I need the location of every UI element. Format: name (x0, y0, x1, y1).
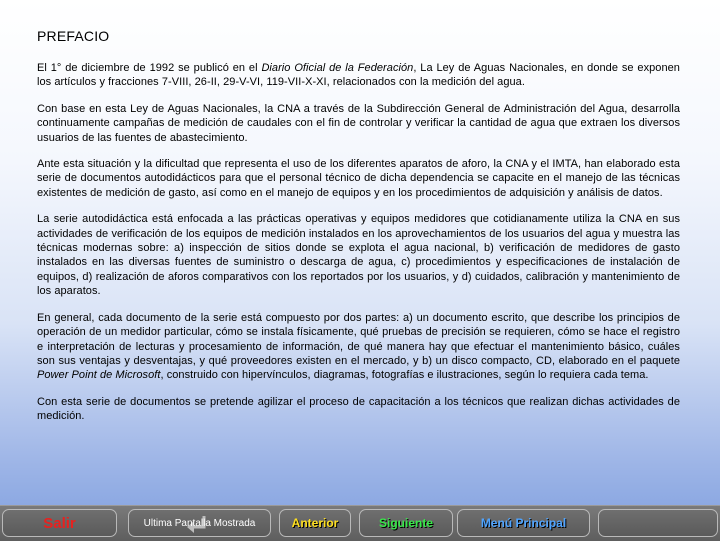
previous-button-label: Anterior (291, 516, 339, 530)
next-button-label: Siguiente (378, 516, 433, 530)
last-screen-button-label: Ultima Pantalla Mostrada (143, 517, 256, 529)
paragraph-2: Con base en esta Ley de Aguas Nacionales, la CNA a través de la Subdirección General de Administración del Agua, desarrolla continuamente campañas de medición de caudales con el fin de controlar y verificar la cantidad de agua que extraen los diversos usuarios de las fuentes de abastecimiento. (37, 102, 680, 144)
paragraph-4: La serie autodidáctica está enfocada a las prácticas operativas y equipos medidores que cotidianamente utiliza la CNA en sus actividades de verificación de los equipos de medición instalados en los aprovechamientos de los usuarios del agua y muestra las técnicas modernas sobre: a) inspección de sitios donde se explota el agua nacional, b) verificación de medidores de gasto instalados en las diversas fuentes de suministro o descarga de agua, c) procedimientos y especificaciones de instalación de equipos, d) realización de aforos comparativos con los reportados por los usuarios, y d) cuidados, calibración y mantenimiento de los aparatos. (37, 213, 680, 298)
paragraph-5 (37, 311, 680, 383)
paragraph-6: Con esta serie de documentos se pretende agilizar el proceso de capacitación a los técnicos que realizan dichas actividades de medición. (37, 395, 680, 423)
end-panel (598, 509, 718, 537)
paragraph-1 (37, 61, 680, 90)
main-menu-button[interactable] (457, 509, 590, 537)
paragraph-1-italic: Diario Oficial de la Federación (261, 62, 414, 74)
exit-button[interactable] (2, 509, 117, 537)
paragraph-5-italic: Power Point de Microsoft (37, 369, 161, 382)
content-area (37, 28, 680, 436)
paragraph-1-text-b: , La Ley de Aguas Nacionales, en donde se exponen los artículos y fracciones 7-VIII, 26-II, 29-V-VI, 119-VII-X-XI, relacionados con la medición del agua. (37, 62, 680, 89)
page-title: PREFACIO (37, 28, 110, 44)
previous-button[interactable] (279, 509, 351, 537)
paragraph-5-text-a: En general, cada documento de la serie está compuesto por dos partes: a) un documento escrito, que describe los principios de operación de un medidor particular, cómo se instala físicamente, qué pruebas de precisión se requieren, cómo se hace el registro e interpretación de lecturas y procesamiento de información, de qué manera hay que efectuar el mantenimiento básico, cuáles son sus ventajas y desventajas, y qué proveedores existen en el mercado, y b) un disco compacto, CD, elaborado en el paquete (37, 311, 680, 367)
main-menu-button-label: Menú Principal (480, 516, 567, 530)
paragraph-3: Ante esta situación y la dificultad que representa el uso de los diferentes aparatos de aforo, la CNA y el IMTA, han elaborado esta serie de documentos autodidácticos para que el personal técnico de dicha dependencia se capacite en el manejo de las técnicas existentes de medición de gasto, así como en el manejo de equipos y en los procedimientos de adquisición y análisis de datos. (37, 158, 680, 199)
navigation-bar (0, 505, 720, 541)
paragraph-5-text-b: , construido con hipervínculos, diagramas, fotografías e ilustraciones, según lo requiera cada tema. (160, 369, 649, 382)
exit-button-label: Salir (43, 514, 76, 532)
last-screen-button[interactable] (128, 509, 271, 537)
paragraph-1-text-a: El 1° de diciembre de 1992 se publicó en el (37, 62, 262, 74)
next-button[interactable] (359, 509, 453, 537)
